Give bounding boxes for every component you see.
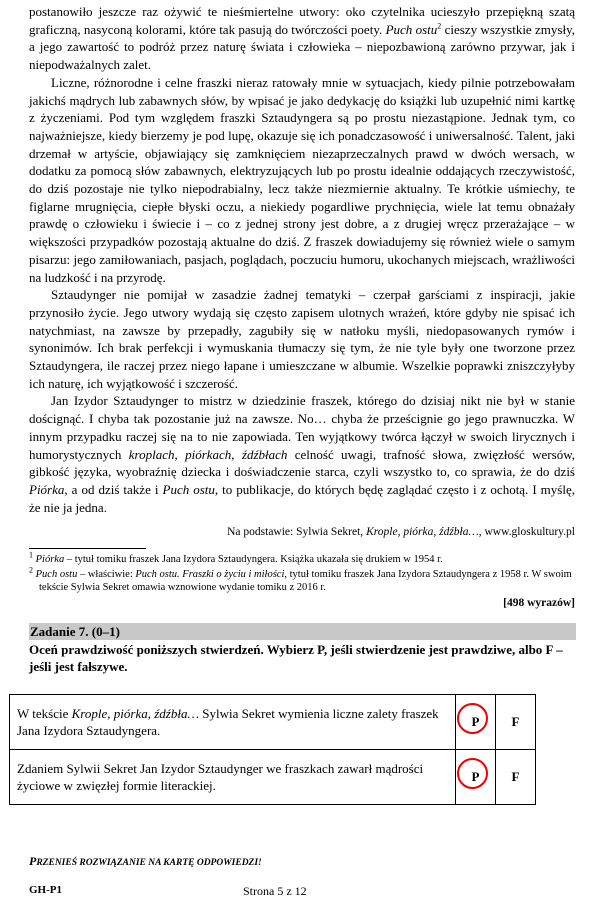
true-false-table: [9, 694, 536, 805]
option-false-label: F: [511, 714, 520, 729]
option-false-label: F: [511, 769, 520, 784]
option-true-label: P: [471, 714, 480, 729]
selection-circle: [457, 703, 488, 734]
table-row: [10, 695, 536, 750]
paragraph-1: postanowiło jeszcze raz ożywić te nieśmiertelne utwory: oko czytelnika ucieszyło przepiękną szatą graficzną, nasyconą kolorami, które tak pasują do twórczości poety. Puch ostu$^2$ cieszy wszystkie zmysły, a jego zawartość to podróż przez naturę świata i człowieka – niepozbawioną zarówno przywar, jak i niepodważalnych zalet.: [29, 4, 575, 73]
footnote-divider: [29, 548, 146, 549]
option-true-1[interactable]: [456, 695, 496, 750]
table-row: [10, 750, 536, 805]
paragraph-4: Jan Izydor Sztaudynger to mistrz w dziedzinie fraszek, którego do dzisiaj nikt nie był w stanie doścignąć. I chyba tak pozostanie już na zawsze. No… chyba że prześcignie go jego prawnuczka. W innym przypadku raczej się na to nie zapowiada. Ten wyjątkowy twórca łączył w swoich lirycznych i humorystycznych kroplach, piórkach, źdźbłach celność uwagi, trafność słowa, zwięzłość wersów, gibkość języka, wyobraźnię dziecka i doświadczenie starca, czyli wszystko to, co sprawia, że do dziś Piórka, a od dziś także i Puch ostu, to publikacje, do których będę zaglądać często i z ochotą. I myślę, że nie ja jedna.: [29, 393, 575, 515]
statement-1: W tekście Krople, piórka, źdźbła… Sylwia Sekret wymienia liczne zalety fraszek Jana Izydora Sztaudyngera.: [10, 695, 456, 750]
option-false-2[interactable]: [496, 750, 536, 805]
paragraph-2: Liczne, różnorodne i celne fraszki nieraz ratowały mnie w sytuacjach, kiedy pilnie potrzebowałam jakichś mądrych lub zabawnych słów, by wpisać je jako dedykację do książki lub uzupełnić nimi kartkę z życzeniami. Pod tym względem fraszki Sztaudyngera są po prostu niezastąpione. Jednak tym, co najważniejsze, kiedy bierzemy je pod lupę, okazuje się ich ponadczasowość i uniwersalność. Talent, jaki drzemał w artyście, objawiający się zamknięciem niezaprzeczalnych prawd w dwóch wersach, w dodatku za pomocą słów zabawnych, elektryzujących lub po prostu idealnie oddających rzeczywistość, do dziś pozostaje nie tylko niepodrabialny, lecz także niezmiernie aktualny. Te krótkie uśmiechy, te figlarne mrugnięcia, ciepłe błyski oczu, a niekiedy pogardliwe prychnięcia, wiele lat temu obnażały prawdę o człowieku i świecie i – co z jednej strony jest dobre, a z drugiej wręcz przerażające – w większości przypadków pozostają aktualne do dziś. Z fraszek dowiadujemy się również wiele o samym pisarzu: jego zamiłowaniach, pasjach, poglądach, poczuciu humoru, ukochanych miejscach, wrażliwości na ludzkość i na przyrodę.: [29, 74, 575, 285]
transfer-first-letter: P: [29, 854, 37, 868]
transfer-instruction: [29, 854, 262, 869]
footnote-1: $^1$ Piórka – tytuł tomiku fraszek Jana Izydora Sztaudyngera. Książka ukazała się drukiem w 1954 r.: [29, 550, 443, 566]
exam-page: [29, 0, 575, 675]
paragraph-3: Sztaudynger nie pomijał w zasadzie żadnej tematyki – czerpał garściami z inspiracji, jakie przynosiło życie. Jego utwory wydają się często zapisem ulotnych wrażeń, które gdyby nie spisać ich natychmiast, na zawsze by przepadły, zagubiły się w natłoku myśli, niedopasowanych rymów i synonimów. Ich brak perfekcji i wymuskania tłumaczy się tym, że nie tyle były one tworzone przez Sztaudyngera, ile raczej przez niego łapane i umieszczane w albumie. Wszelkie poprawki zniszczyłyby ich naturę, ich wyjątkowość i szczerość.: [29, 287, 575, 391]
option-true-2[interactable]: [456, 750, 496, 805]
task-instruction: Oceń prawdziwość poniższych stwierdzeń. Wybierz P, jeśli stwierdzenie jest prawdziwe, albo F – jeśli jest fałszywe.: [29, 641, 563, 674]
transfer-rest: RZENIEŚ ROZWIĄZANIE NA KARTĘ ODPOWIEDZI!: [36, 858, 262, 868]
exam-code: GH-P1: [29, 884, 62, 896]
footnote-2: $^2$ Puch ostu – właściwie: Puch ostu. Fraszki o życiu i miłości, tytuł tomiku fraszek Jana Izydora Sztaudyngera z 1958 r. W swoim tekście Sylwia Sekret omawia wznowione wydanie tomiku z 2016 r.: [29, 565, 572, 594]
task-title: Zadanie 7. (0–1): [29, 623, 576, 640]
option-false-1[interactable]: [496, 695, 536, 750]
option-true-label: P: [471, 769, 480, 784]
statement-2: Zdaniem Sylwii Sekret Jan Izydor Sztaudynger we fraszkach zawarł mądrości życiowe w zwięzłej formie literackiej.: [10, 750, 456, 805]
page-number: Strona 5 z 12: [243, 884, 307, 898]
selection-circle: [457, 758, 488, 789]
source-citation: Na podstawie: Sylwia Sekret, Krople, piórka, źdźbła…, www.gloskultury.pl: [227, 526, 575, 539]
word-count: [498 wyrazów]: [503, 596, 575, 609]
